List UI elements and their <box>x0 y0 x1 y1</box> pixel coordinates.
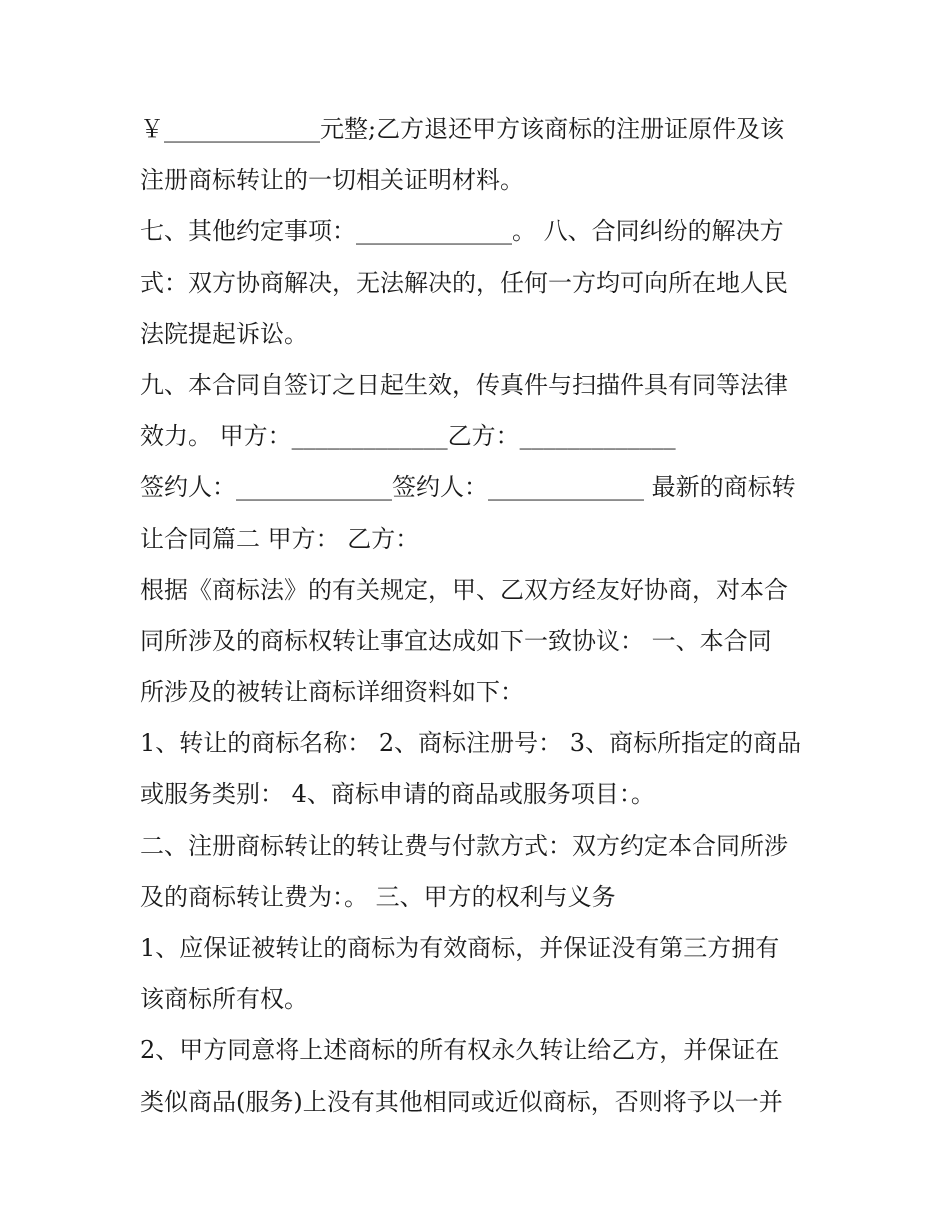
text-line: 注册商标转让的一切相关证明材料。 <box>140 166 524 195</box>
text-line: 七、其他约定事项：_____________。 八、合同纠纷的解决方 <box>140 217 784 246</box>
text-line: 所涉及的被转让商标详细资料如下： <box>140 678 524 707</box>
text-line: 根据《商标法》的有关规定，甲、乙双方经友好协商，对本合 <box>140 575 788 604</box>
text-line: 九、本合同自签订之日起生效，传真件与扫描件具有同等法律 <box>140 370 788 399</box>
text-line: 二、注册商标转让的转让费与付款方式：双方约定本合同所涉 <box>140 831 788 860</box>
text-line: 该商标所有权。 <box>140 985 308 1014</box>
text-line: 让合同篇二 甲方： 乙方： <box>140 524 420 553</box>
text-line: 1、转让的商标名称： 2、商标注册号： 3、商标所指定的商品 <box>140 729 802 758</box>
text-line: 法院提起诉讼。 <box>140 319 308 348</box>
text-line: 签约人：_____________签约人：_____________ 最新的商标转 <box>140 473 796 502</box>
text-line: 类似商品(服务)上没有其他相同或近似商标，否则将予以一并 <box>140 1087 783 1116</box>
text-line: 及的商标转让费为：。 三、甲方的权利与义务 <box>140 882 616 911</box>
document-body <box>140 104 820 1128</box>
text-line: ￥_____________元整;乙方退还甲方该商标的注册证原件及该 <box>140 115 785 143</box>
text-line: 1、应保证被转让的商标为有效商标，并保证没有第三方拥有 <box>140 934 780 962</box>
text-line: 或服务类别： 4、商标申请的商品或服务项目：。 <box>140 780 655 809</box>
text-line: 效力。 甲方：_____________乙方：_____________ <box>140 422 676 451</box>
text-line: 式：双方协商解决，无法解决的，任何一方均可向所在地人民 <box>140 268 788 297</box>
text-line: 同所涉及的商标权转让事宜达成如下一致协议： 一、本合同 <box>140 626 772 655</box>
text-line: 2、甲方同意将上述商标的所有权永久转让给乙方，并保证在 <box>140 1036 780 1065</box>
